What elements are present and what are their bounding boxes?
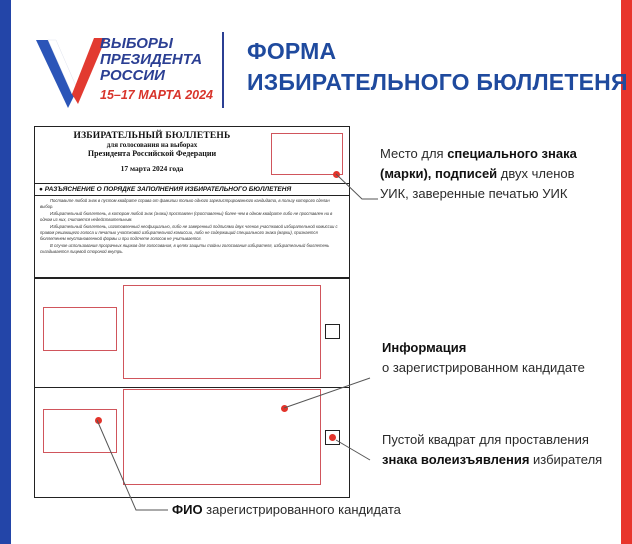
- square-leader-line: [336, 440, 370, 460]
- name-leader-line: [97, 420, 168, 510]
- info-leader-line: [284, 378, 370, 408]
- ballot-date: 17 марта 2024 года: [120, 164, 184, 173]
- page-title: ФОРМА ИЗБИРАТЕЛЬНОГО БЮЛЛЕТЕНЯ: [247, 38, 628, 95]
- stamp-leader-line: [336, 174, 378, 199]
- square-annotation: Пустой квадрат для проставления знака волеизъявления избирателя: [382, 432, 603, 467]
- explanation-text: Поставьте любой знак в пустом квадрате справа от фамилии только одного зарегистрированного кандидата, в пользу которого сделан выбор. Избирательный бюллетень, в котором любой знак (знаки) проставлен (проставлены) более чем в одном квадрате либо не проставлен ни в одном из них, считается недействительным. Избирательный бюллетень, изготовленный неофициально, либо не заверенный подписями двух членов участковой избирательной комиссии с правом решающего голоса и печатью участковой избирательной комиссии, либо не содержащий специального знака (марки), признается бюллетенем неустановленной формы и при подсчете голосов не учитывается. В случае использования прозрачных ящиков для голосования, в целях защиты тайны голосования избирателя, избирательный бюллетень складывается лицевой стороной внутрь.: [40, 198, 338, 254]
- ballot-office: Президента Российской Федерации: [87, 149, 217, 158]
- stamp-annotation: Место для специального знака (марки), подписей двух членов УИК, заверенные печатью УИК: [380, 146, 577, 201]
- logo-dates: 15–17 МАРТА 2024: [100, 88, 214, 102]
- name-annotation: ФИО зарегистрированного кандидата: [172, 502, 401, 517]
- ballot-subheading: для голосования на выборах: [106, 141, 198, 149]
- ballot-heading: ИЗБИРАТЕЛЬНЫЙ БЮЛЛЕТЕНЬ: [73, 131, 231, 141]
- explanation-title: ● РАЗЪЯСНЕНИЕ О ПОРЯДКЕ ЗАПОЛНЕНИЯ ИЗБИРАТЕЛЬНОГО БЮЛЛЕТЕНЯ: [39, 186, 292, 193]
- logo-wordmark: ВЫБОРЫ ПРЕЗИДЕНТА РОССИИ: [100, 35, 203, 84]
- info-annotation: Информация о зарегистрированном кандидате: [382, 340, 585, 375]
